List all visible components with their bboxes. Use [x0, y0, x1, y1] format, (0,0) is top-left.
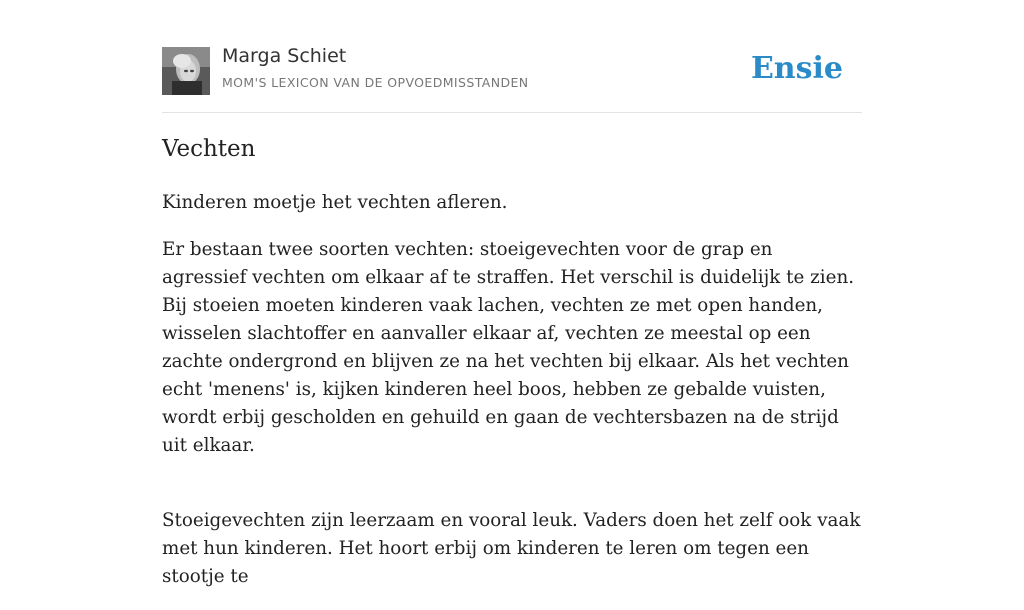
author-name[interactable]: Marga Schiet [222, 45, 347, 67]
entry-definition: Kinderen moetje het vechten afleren. [162, 192, 508, 213]
avatar-portrait-icon [162, 47, 210, 95]
entry-container [162, 0, 862, 587]
entry-content [162, 189, 862, 610]
ensie-logo[interactable]: Ensie [750, 51, 843, 86]
header [162, 0, 862, 113]
entry-title: Vechten [162, 136, 256, 162]
entry-paragraph: Er bestaan twee soorten vechten: stoeigevechten voor de grap en agressief vechten om elkaar af te straffen. Het verschil is duidelijk te zien. Bij stoeien moeten kinderen vaak lachen, vechten ze met open handen, wisselen slachtoffer en aanvaller elkaar af, vechten ze meestal op een zachte ondergrond en blijven ze na het vechten bij elkaar. Als het vechten echt 'menens' is, kijken kinderen heel boos, hebben ze gebalde vuisten, wordt erbij gescholden en gehuild en gaan de vechtersbazen na de strijd uit elkaar. [162, 239, 855, 456]
author-avatar[interactable] [162, 47, 210, 95]
entry-paragraph: Stoeigevechten zijn leerzaam en vooral leuk. Vaders doen het zelf ook vaak met hun kinderen. Het hoort erbij om kinderen te leren om tegen een stootje te [162, 510, 861, 587]
lexicon-name[interactable]: MOM'S LEXICON VAN DE OPVOEDMISSTANDEN [222, 75, 529, 90]
